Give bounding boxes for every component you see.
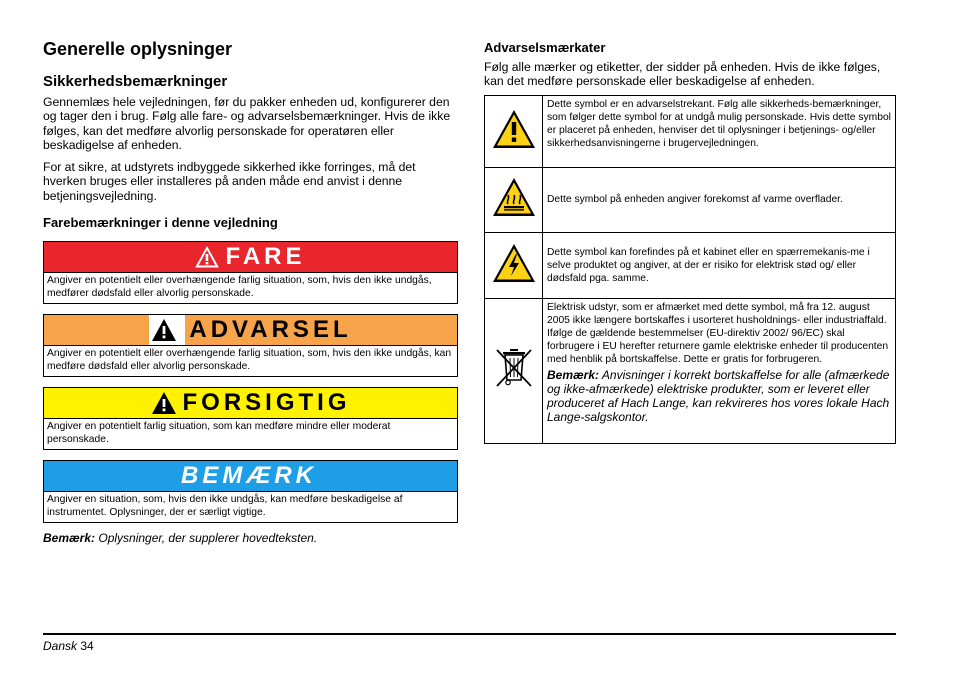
crossed-bin-icon [494, 346, 534, 390]
warning-label: ADVARSEL [189, 316, 352, 344]
danger-header [44, 242, 457, 272]
caution-box [43, 387, 458, 450]
section-title: Generelle oplysninger [43, 39, 233, 59]
warning-triangle-icon [195, 246, 219, 268]
electric-shock-icon [491, 242, 537, 284]
symbol-text-weee [543, 298, 896, 443]
symbol-table [484, 95, 896, 444]
table-row [485, 167, 896, 232]
page-footer [43, 639, 94, 653]
caution-label: FORSIGTIG [182, 389, 351, 417]
table-row [485, 95, 896, 167]
right-column [484, 40, 896, 444]
footer-rule [43, 633, 896, 635]
danger-label: FARE [225, 243, 306, 271]
symbol-text-electric: Dette symbol kan forefindes på et kabinet eller en spærremekanis-me i selve produktet og angiver, at der er risiko for elektrisk stød og/ eller dødsfald pga. samme. [543, 232, 896, 298]
danger-text: Angiver en potentielt eller overhængende farlig situation, som, hvis den ikke undgås, medfører dødsfald eller alvorlig personskade. [44, 272, 457, 303]
caution-header [44, 388, 457, 418]
notice-header [44, 461, 457, 491]
hot-surface-icon [491, 176, 537, 218]
notice-text: Angiver en situation, som, hvis den ikke undgås, kan medføre beskadigelse af instrumentet. Oplysninger, der er særligt vigtige. [44, 491, 457, 522]
weee-text: Elektrisk udstyr, som er afmærket med dette symbol, må fra 12. august 2005 ikke længere bortskaffes i usorteret husholdnings- eller industriaffald. Ifølge de gældende bestemmelser (EU-direktiv 2002/ 96/EC) skal forbrugere i EU herefter returnere gamle elektriske enheder til producenten med henblik på bortskaffelse. Dette er gratis for forbrugeren. [547, 301, 889, 365]
table-row [485, 232, 896, 298]
safety-paragraph-2: For at sikre, at udstyrets indbyggede sikkerhed ikke forringes, må det hverken bruges eller installeres på anden måde end anvist i denne betjeningsvejledning. [43, 160, 416, 203]
weee-note-label: Bemærk: [547, 367, 600, 382]
note-label: Bemærk: [43, 531, 96, 546]
warning-box [43, 314, 458, 377]
labels-title: Advarselsmærkater [484, 40, 606, 55]
supplement-note [43, 531, 458, 545]
caution-text: Angiver en potentielt farlig situation, som kan medføre mindre eller moderat personskade. [44, 418, 457, 449]
warning-triangle-icon [151, 318, 177, 342]
labels-intro: Følg alle mærker og etiketter, der sidder på enheden. Hvis de ikke følges, kan det medføre personskade eller beskadigelse af enheden. [484, 60, 881, 89]
hazard-notes-title: Farebemærkninger i denne vejledning [43, 215, 278, 231]
safety-paragraph-1: Gennemlæs hele vejledningen, før du pakker enheden ud, konfigurerer den og tager den i brug. Følg alle fare- og advarselsbemærkninger. Hvis de ikke følges, kan det medføre alvorlig personskade for operatøren eller beskadigelse af enheden. [43, 95, 451, 152]
footer-language: Dansk [43, 639, 78, 653]
warning-text: Angiver en potentielt eller overhængende farlig situation, som, hvis den ikke undgås, kan medføre dødsfald eller alvorlig personskade. [44, 345, 457, 376]
warning-header [44, 315, 457, 345]
warning-triangle-icon [491, 108, 537, 150]
symbol-text-hot-surface: Dette symbol på enheden angiver forekomst af varme overflader. [543, 167, 896, 232]
note-text: Oplysninger, der supplerer hovedteksten. [95, 531, 318, 546]
notice-box [43, 460, 458, 523]
symbol-text-warning: Dette symbol er en advarselstrekant. Følg alle sikkerheds-bemærkninger, som følger dette symbol for at undgå mulig personskade. Hvis dette symbol er placeret på enheden, henviser det til oplysninger i betjenings- og/eller sikkerhedsanvisningerne i brugervejledningen. [543, 95, 896, 167]
weee-note [547, 368, 891, 424]
notice-label: BEMÆRK [181, 462, 317, 490]
left-column [43, 38, 458, 545]
table-row [485, 298, 896, 443]
warning-triangle-icon [151, 391, 177, 415]
danger-box [43, 241, 458, 304]
safety-title: Sikkerhedsbemærkninger [43, 73, 228, 90]
page-number: 34 [80, 639, 94, 653]
weee-note-text: Anvisninger i korrekt bortskaffelse for alle (afmærkede og ikke-afmærkede) elektriske produkter, som er leveret eller produceret af Hach Lange, kan rekvireres hos vores lokale Hach Lange-salgskontor. [547, 367, 890, 424]
